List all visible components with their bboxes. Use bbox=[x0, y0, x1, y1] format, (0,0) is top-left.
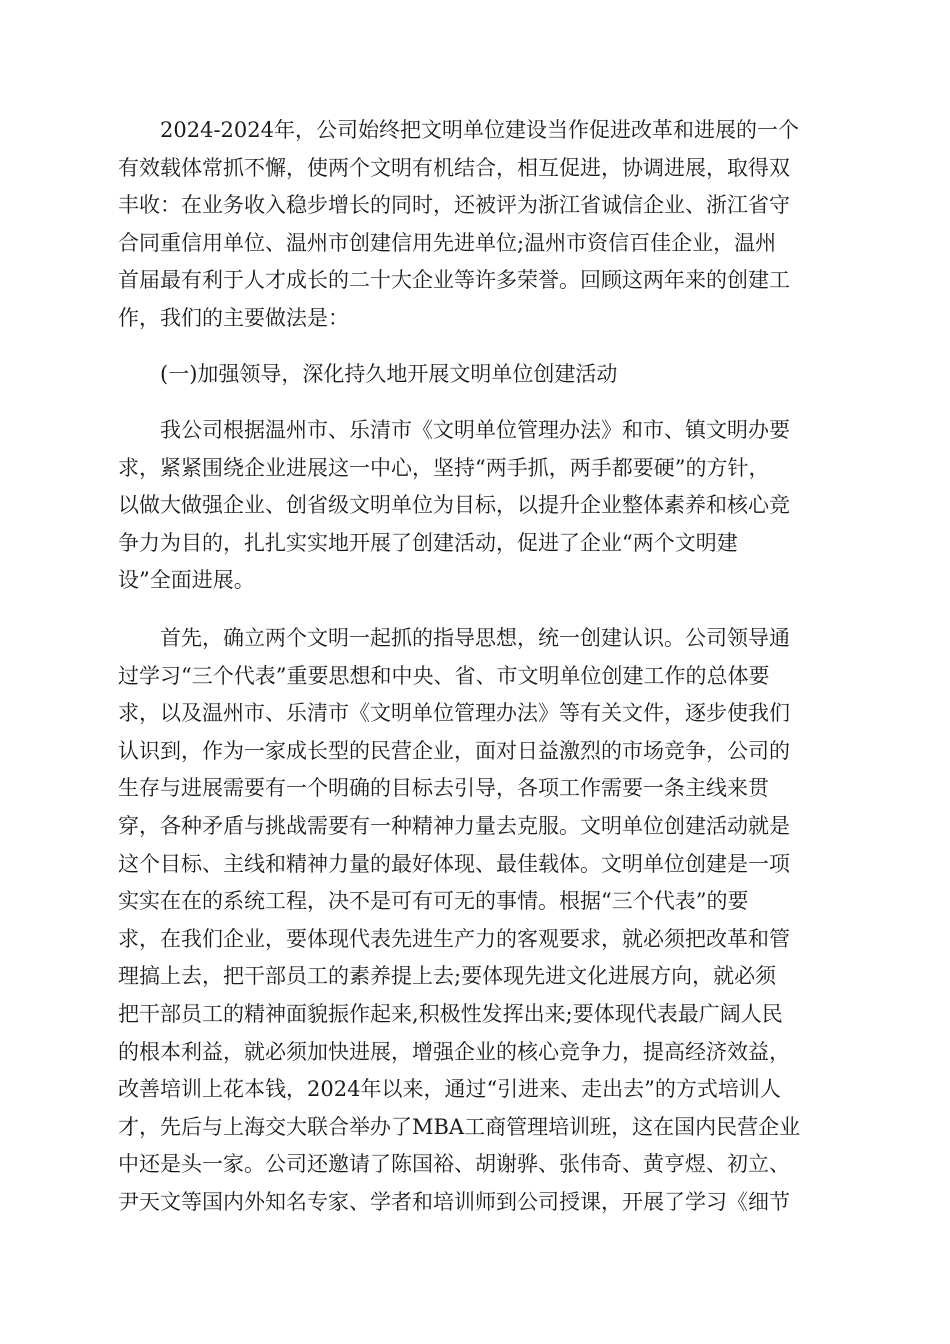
text-line: 丰收：在业务收入稳步增长的同时，还被评为浙江省诚信企业、浙江省守 bbox=[118, 193, 790, 218]
text-line: 穿，各种矛盾与挑战需要有一种精神力量去克服。文明单位创建活动就是 bbox=[118, 813, 790, 838]
text-line: 求，以及温州市、乐清市《文明单位管理办法》等有关文件，逐步使我们 bbox=[118, 701, 790, 726]
text-line: 2024-2024年，公司始终把文明单位建设当作促进改革和进展的一个 bbox=[160, 118, 799, 142]
text-line: 改善培训上花本钱，2024年以来，通过“引进来、走出去”的方式培训人 bbox=[118, 1077, 781, 1102]
paragraph-2 bbox=[118, 412, 838, 600]
text-line: 这个目标、主线和精神力量的最好体现、最佳载体。文明单位创建是一项 bbox=[118, 851, 790, 876]
text-line: 实实在在的系统工程，决不是可有可无的事情。根据“三个代表”的要 bbox=[118, 889, 749, 914]
heading-text: (一)加强领导，深化持久地开展文明单位创建活动 bbox=[160, 362, 618, 386]
text-line: 我公司根据温州市、乐清市《文明单位管理办法》和市、镇文明办要 bbox=[160, 418, 790, 442]
text-line: 才，先后与上海交大联合举办了MBA工商管理培训班，这在国内民营企业 bbox=[118, 1114, 801, 1139]
text-line: 的根本利益，就必须加快进展，增强企业的核心竞争力，提高经济效益， bbox=[118, 1039, 790, 1064]
text-line: 求，紧紧围绕企业进展这一中心，坚持“两手抓，两手都要硬”的方针， bbox=[118, 455, 770, 480]
text-line: 有效载体常抓不懈，使两个文明有机结合，相互促进，协调进展，取得双 bbox=[118, 155, 790, 180]
text-line: 把干部员工的精神面貌振作起来,积极性发挥出来;要体现代表最广阔人民 bbox=[118, 1001, 783, 1026]
text-line: 尹天文等国内外知名专家、学者和培训师到公司授课，开展了学习《细节 bbox=[118, 1189, 790, 1214]
text-line: 以做大做强企业、创省级文明单位为目标，以提升企业整体素养和核心竞 bbox=[118, 493, 790, 518]
section-heading-1 bbox=[118, 356, 838, 394]
paragraph-3 bbox=[118, 620, 838, 1222]
text-line: 合同重信用单位、温州市创建信用先进单位;温州市资信百佳企业，温州 bbox=[118, 230, 777, 255]
text-line: 中还是头一家。公司还邀请了陈国裕、胡谢骅、张伟奇、黄亨煜、初立、 bbox=[118, 1152, 790, 1177]
text-line: 理搞上去，把干部员工的素养提上去;要体现先进文化进展方向，就必须 bbox=[118, 964, 777, 989]
text-line: 求，在我们企业，要体现代表先进生产力的客观要求，就必须把改革和管 bbox=[118, 926, 790, 951]
text-line: 认识到，作为一家成长型的民营企业，面对日益激烈的市场竞争，公司的 bbox=[118, 738, 790, 763]
text-line: 设”全面进展。 bbox=[118, 568, 255, 593]
paragraph-intro bbox=[118, 112, 838, 338]
text-line: 首先，确立两个文明一起抓的指导思想，统一创建认识。公司领导通 bbox=[160, 626, 790, 650]
text-line: 生存与进展需要有一个明确的目标去引导，各项工作需要一条主线来贯 bbox=[118, 776, 769, 801]
text-line: 争力为目的，扎扎实实地开展了创建活动，促进了企业“两个文明建 bbox=[118, 530, 738, 555]
text-line: 作，我们的主要做法是： bbox=[118, 305, 349, 330]
text-line: 首届最有利于人才成长的二十大企业等许多荣誉。回顾这两年来的创建工 bbox=[118, 268, 790, 293]
text-line: 过学习“三个代表”重要思想和中央、省、市文明单位创建工作的总体要 bbox=[118, 663, 770, 688]
